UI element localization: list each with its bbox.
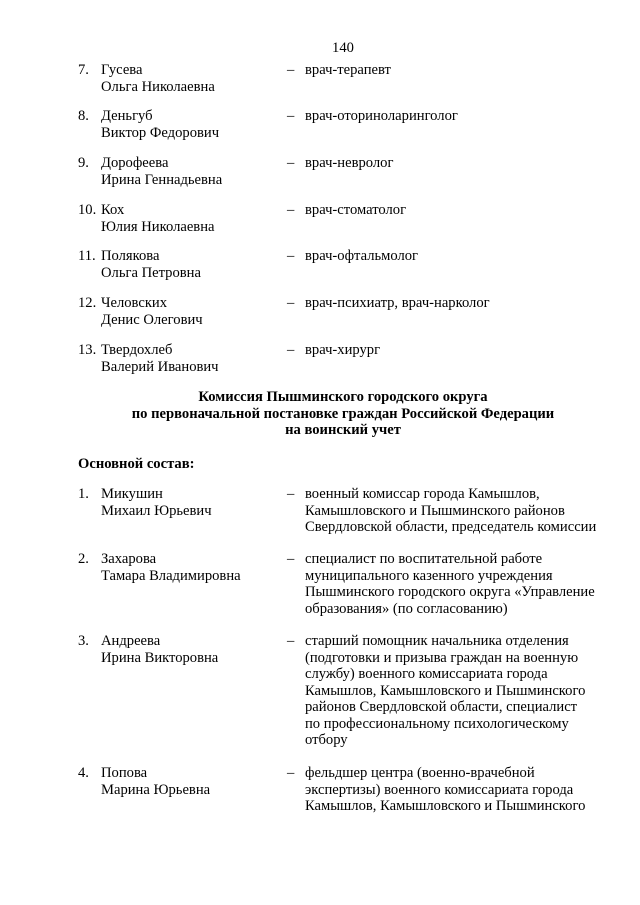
given-names: Виктор Федорович bbox=[101, 124, 220, 141]
dash-separator: – bbox=[287, 551, 295, 567]
dash-separator: – bbox=[287, 765, 295, 781]
given-names: Ольга Николаевна bbox=[101, 78, 215, 95]
person-name bbox=[101, 248, 291, 281]
heading-line: на воинский учет bbox=[285, 422, 401, 438]
position-description bbox=[305, 248, 615, 265]
description-line: Камышлов, Камышловского и Пышминского bbox=[305, 682, 586, 699]
person-name bbox=[101, 295, 291, 328]
position-description bbox=[305, 342, 615, 359]
item-number: 12. bbox=[78, 295, 97, 311]
item-number: 1. bbox=[78, 486, 89, 502]
item-number: 9. bbox=[78, 155, 89, 171]
description-line: старший помощник начальника отделения bbox=[305, 633, 569, 649]
position-description bbox=[305, 62, 615, 79]
page-number: 140 bbox=[332, 40, 354, 56]
item-number: 8. bbox=[78, 108, 89, 124]
dash-separator: – bbox=[287, 202, 295, 218]
description-line: Пышминского городского округа «Управление bbox=[305, 584, 595, 600]
given-names: Юлия Николаевна bbox=[101, 218, 215, 235]
position-description bbox=[305, 202, 615, 219]
person-name bbox=[101, 202, 291, 235]
person-name bbox=[101, 108, 291, 141]
person-name bbox=[101, 765, 291, 798]
description-line: по профессиональному психологическому bbox=[305, 715, 569, 732]
position-description bbox=[305, 765, 615, 815]
position-description bbox=[305, 295, 615, 312]
item-number: 7. bbox=[78, 62, 89, 78]
surname: Деньгуб bbox=[101, 108, 153, 124]
surname: Дорофеева bbox=[101, 155, 169, 171]
person-name bbox=[101, 633, 291, 666]
main-composition-heading: Основной состав: bbox=[78, 456, 195, 472]
description-line: военный комиссар города Камышлов, bbox=[305, 486, 540, 502]
dash-separator: – bbox=[287, 62, 295, 78]
description-line: врач-оториноларинголог bbox=[305, 108, 458, 124]
description-line: образования» (по согласованию) bbox=[305, 600, 508, 617]
person-name bbox=[101, 486, 291, 519]
description-line: Камышлов, Камышловского и Пышминского bbox=[305, 798, 586, 814]
heading-line: по первоначальной постановке граждан Российской Федерации bbox=[131, 405, 555, 422]
dash-separator: – bbox=[287, 486, 295, 502]
given-names: Ирина Геннадьевна bbox=[101, 171, 223, 188]
item-number: 13. bbox=[78, 342, 97, 358]
given-names: Ирина Викторовна bbox=[101, 649, 219, 666]
position-description bbox=[305, 551, 615, 617]
surname: Человских bbox=[101, 295, 168, 311]
description-line: врач-хирург bbox=[305, 342, 381, 358]
surname: Андреева bbox=[101, 633, 161, 649]
description-line: муниципального казенного учреждения bbox=[305, 567, 553, 584]
person-name bbox=[101, 551, 291, 584]
dash-separator: – bbox=[287, 155, 295, 171]
description-line: Камышловского и Пышминского районов bbox=[305, 502, 565, 519]
person-name bbox=[101, 342, 291, 375]
item-number: 2. bbox=[78, 551, 89, 567]
description-line: врач-невролог bbox=[305, 155, 394, 171]
surname: Кох bbox=[101, 202, 125, 218]
dash-separator: – bbox=[287, 108, 295, 124]
person-name bbox=[101, 62, 291, 95]
surname: Твердохлеб bbox=[101, 342, 173, 358]
description-line: врач-терапевт bbox=[305, 62, 391, 78]
description-line: отбору bbox=[305, 732, 348, 748]
position-description bbox=[305, 633, 615, 749]
given-names: Марина Юрьевна bbox=[101, 781, 211, 798]
surname: Микушин bbox=[101, 486, 163, 502]
description-line: фельдшер центра (военно-врачебной bbox=[305, 765, 535, 781]
description-line: врач-стоматолог bbox=[305, 202, 407, 218]
given-names: Валерий Иванович bbox=[101, 358, 219, 375]
description-line: службу) военного комиссариата города bbox=[305, 666, 548, 682]
item-number: 11. bbox=[78, 248, 96, 264]
surname: Захарова bbox=[101, 551, 157, 567]
commission-heading bbox=[0, 389, 640, 439]
surname: Полякова bbox=[101, 248, 160, 264]
description-line: районов Свердловской области, специалист bbox=[305, 699, 578, 715]
description-line: Свердловской области, председатель комиссии bbox=[305, 519, 597, 535]
person-name bbox=[101, 155, 291, 188]
position-description bbox=[305, 108, 615, 125]
description-line: экспертизы) военного комиссариата города bbox=[305, 781, 574, 798]
item-number: 10. bbox=[78, 202, 97, 218]
given-names: Михаил Юрьевич bbox=[101, 502, 212, 519]
description-line: (подготовки и призыва граждан на военную bbox=[305, 649, 579, 666]
given-names: Тамара Владимировна bbox=[101, 567, 241, 584]
description-line: врач-офтальмолог bbox=[305, 248, 419, 264]
surname: Попова bbox=[101, 765, 148, 781]
given-names: Денис Олегович bbox=[101, 311, 203, 328]
item-number: 3. bbox=[78, 633, 89, 649]
surname: Гусева bbox=[101, 62, 143, 78]
given-names: Ольга Петровна bbox=[101, 264, 201, 281]
position-description bbox=[305, 486, 615, 536]
heading-line: Комиссия Пышминского городского округа bbox=[198, 389, 488, 405]
item-number: 4. bbox=[78, 765, 89, 781]
description-line: специалист по воспитательной работе bbox=[305, 551, 543, 567]
dash-separator: – bbox=[287, 248, 295, 264]
dash-separator: – bbox=[287, 295, 295, 311]
dash-separator: – bbox=[287, 633, 295, 649]
position-description bbox=[305, 155, 615, 172]
description-line: врач-психиатр, врач-нарколог bbox=[305, 295, 490, 311]
dash-separator: – bbox=[287, 342, 295, 358]
